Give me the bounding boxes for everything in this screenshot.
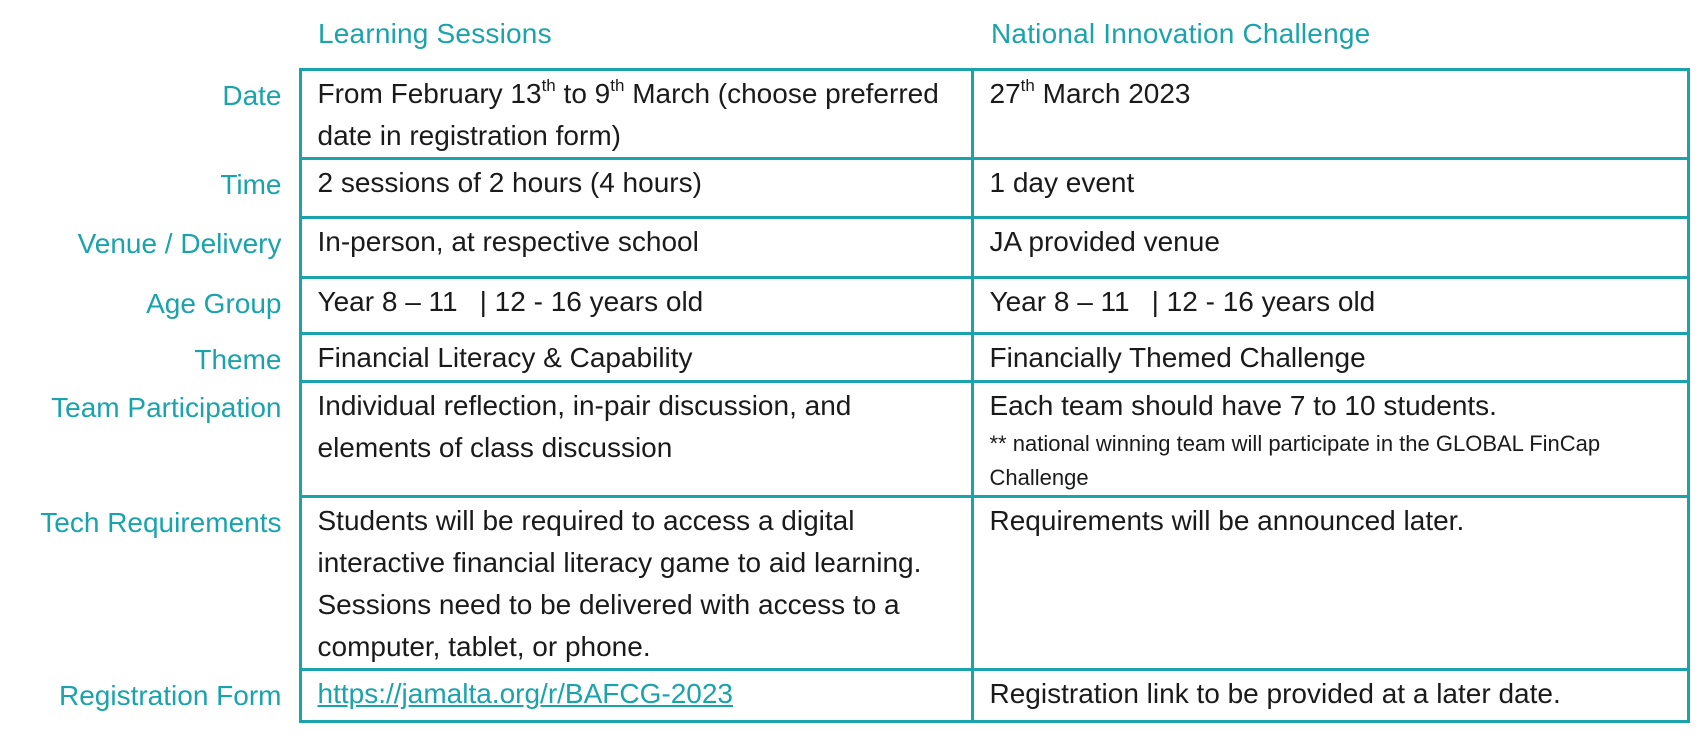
cell-theme-learning: Financial Literacy & Capability bbox=[300, 334, 972, 382]
cell-venue-challenge: JA provided venue bbox=[972, 218, 1688, 278]
date-learning-mid: to 9 bbox=[555, 78, 611, 109]
label-registration-form: Registration Form bbox=[58, 679, 282, 711]
label-time: Time bbox=[220, 168, 282, 200]
date-challenge-sup: th bbox=[1020, 75, 1035, 95]
date-learning-pre: From February 13 bbox=[317, 78, 542, 109]
cell-time-challenge: 1 day event bbox=[972, 159, 1688, 218]
date-learning-post: March (choose preferred date in registration form) bbox=[317, 78, 939, 151]
header-learning-sessions: Learning Sessions bbox=[318, 18, 552, 49]
cell-registration-challenge: Registration link to be provided at a later date. bbox=[972, 670, 1688, 722]
cell-venue-learning: In-person, at respective school bbox=[300, 218, 972, 278]
cell-date-learning bbox=[300, 70, 972, 159]
date-challenge-post: March 2023 bbox=[1034, 78, 1191, 109]
date-learning-sup2: th bbox=[610, 75, 625, 95]
cell-tech-learning: Students will be required to access a digital interactive financial literacy game to aid learning. Sessions need to be delivered with access to a computer, tablet, or phone. bbox=[300, 497, 972, 670]
cell-age-learning bbox=[300, 278, 972, 334]
age-challenge-range: | 12 - 16 years old bbox=[1151, 286, 1376, 317]
comparison-table bbox=[0, 68, 1690, 723]
cell-age-challenge bbox=[972, 278, 1688, 334]
date-challenge-pre: 27 bbox=[989, 78, 1021, 109]
age-learning-range: | 12 - 16 years old bbox=[479, 286, 704, 317]
row-age-group bbox=[0, 278, 1688, 334]
row-registration-form bbox=[0, 670, 1688, 722]
label-age-group: Age Group bbox=[146, 287, 282, 319]
row-venue bbox=[0, 218, 1688, 278]
age-challenge-year: Year 8 – 11 bbox=[989, 286, 1130, 317]
label-venue: Venue / Delivery bbox=[77, 227, 282, 259]
label-theme: Theme bbox=[194, 343, 282, 375]
label-date: Date bbox=[222, 79, 282, 111]
cell-team-challenge bbox=[972, 382, 1688, 497]
row-team-participation bbox=[0, 382, 1688, 497]
cell-tech-challenge: Requirements will be announced later. bbox=[972, 497, 1688, 670]
date-learning-sup1: th bbox=[541, 75, 556, 95]
cell-team-learning: Individual reflection, in-pair discussion, and elements of class discussion bbox=[300, 382, 972, 497]
team-challenge-note: ** national winning team will participate in the GLOBAL FinCap Challenge bbox=[989, 431, 1601, 490]
age-learning-year: Year 8 – 11 bbox=[317, 286, 458, 317]
registration-link[interactable]: https://jamalta.org/r/BAFCG-2023 bbox=[317, 678, 734, 709]
row-date bbox=[0, 70, 1688, 159]
row-tech-requirements bbox=[0, 497, 1688, 670]
label-team-participation: Team Participation bbox=[51, 391, 282, 423]
row-time bbox=[0, 159, 1688, 218]
cell-theme-challenge: Financially Themed Challenge bbox=[972, 334, 1688, 382]
cell-time-learning: 2 sessions of 2 hours (4 hours) bbox=[300, 159, 972, 218]
cell-registration-learning bbox=[300, 670, 972, 722]
header-national-innovation-challenge: National Innovation Challenge bbox=[991, 18, 1371, 49]
team-challenge-text: Each team should have 7 to 10 students. bbox=[989, 390, 1497, 421]
label-tech-requirements: Tech Requirements bbox=[40, 506, 282, 538]
cell-date-challenge bbox=[972, 70, 1688, 159]
row-theme bbox=[0, 334, 1688, 382]
